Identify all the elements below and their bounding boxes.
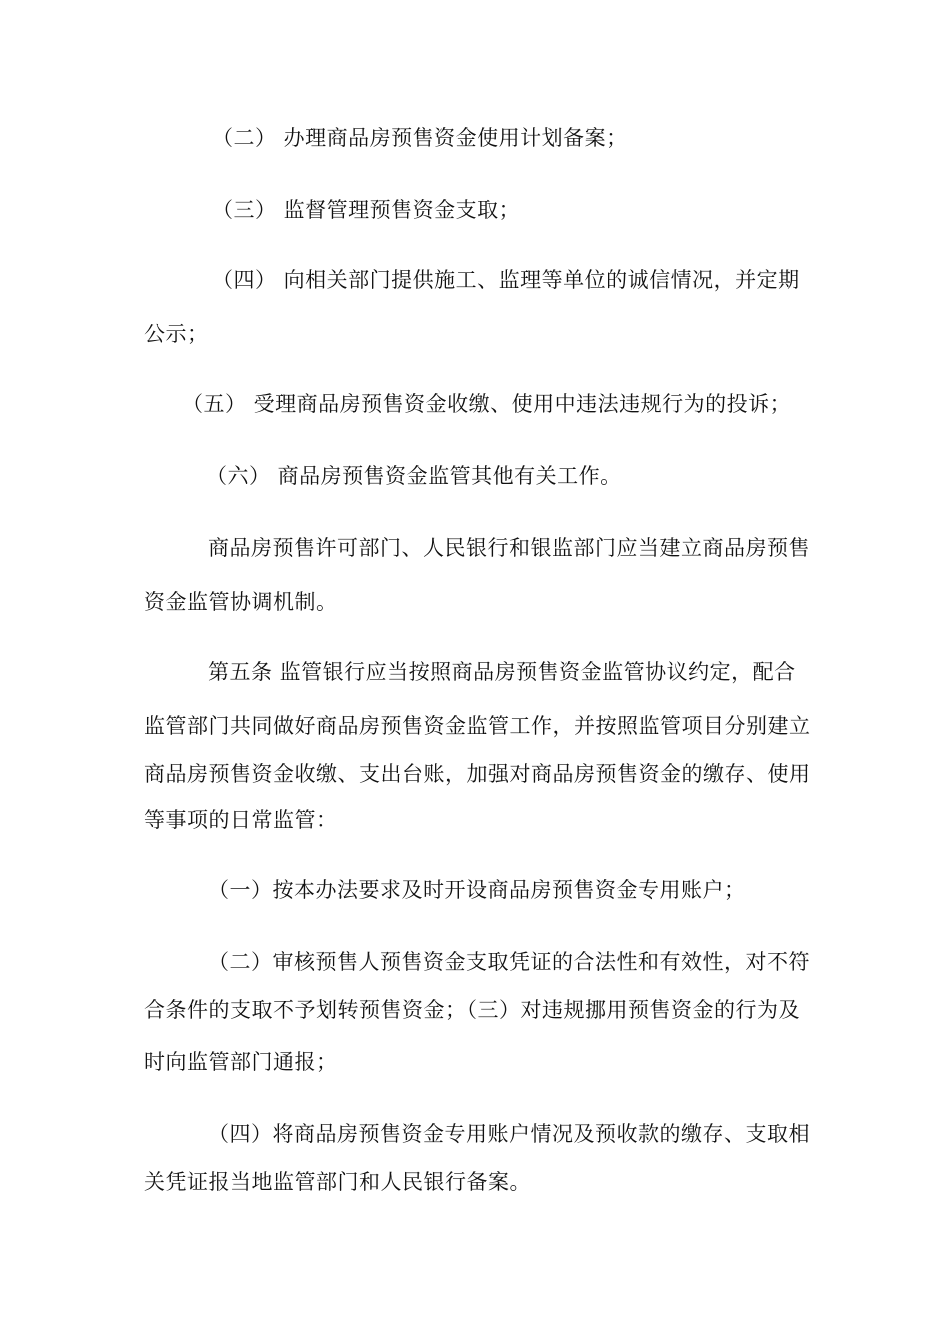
article-5-line-1: 第五条 监管银行应当按照商品房预售资金监管协议约定，配合: [208, 660, 796, 684]
article-5-item-2-line-1: （二）审核预售人预售资金支取凭证的合法性和有效性，对不符: [208, 950, 810, 974]
article-5-item-3-line: 时向监管部门通报；: [144, 1050, 338, 1074]
article-5-item-4-line-2: 关凭证报当地监管部门和人民银行备案。: [144, 1170, 531, 1194]
clause-4-line-2: 公示；: [144, 322, 209, 346]
clause-2-line: （二） 办理商品房预售资金使用计划备案；: [212, 126, 628, 150]
article-5-item-4-line-1: （四）将商品房预售资金专用账户情况及预收款的缴存、支取相: [208, 1122, 810, 1146]
paragraph-coordination-line-1: 商品房预售许可部门、人民银行和银监部门应当建立商品房预售: [208, 536, 810, 560]
paragraph-coordination-line-2: 资金监管协调机制。: [144, 590, 338, 614]
clause-5-line: （五） 受理商品房预售资金收缴、使用中违法违规行为的投诉；: [182, 392, 792, 416]
article-5-line-4: 等事项的日常监管：: [144, 808, 338, 832]
article-5-line-2: 监管部门共同做好商品房预售资金监管工作，并按照监管项目分别建立: [144, 714, 811, 738]
article-5-item-1-line: （一）按本办法要求及时开设商品房预售资金专用账户；: [208, 878, 746, 902]
clause-6-line: （六） 商品房预售资金监管其他有关工作。: [206, 464, 622, 488]
clause-3-line: （三） 监督管理预售资金支取；: [212, 198, 521, 222]
article-5-line-3: 商品房预售资金收缴、支出台账，加强对商品房预售资金的缴存、使用: [144, 762, 811, 786]
clause-4-line-1: （四） 向相关部门提供施工、监理等单位的诚信情况，并定期: [212, 268, 800, 292]
article-5-item-2-line-2: 合条件的支取不予划转预售资金；（三）对违规挪用预售资金的行为及: [144, 998, 800, 1022]
